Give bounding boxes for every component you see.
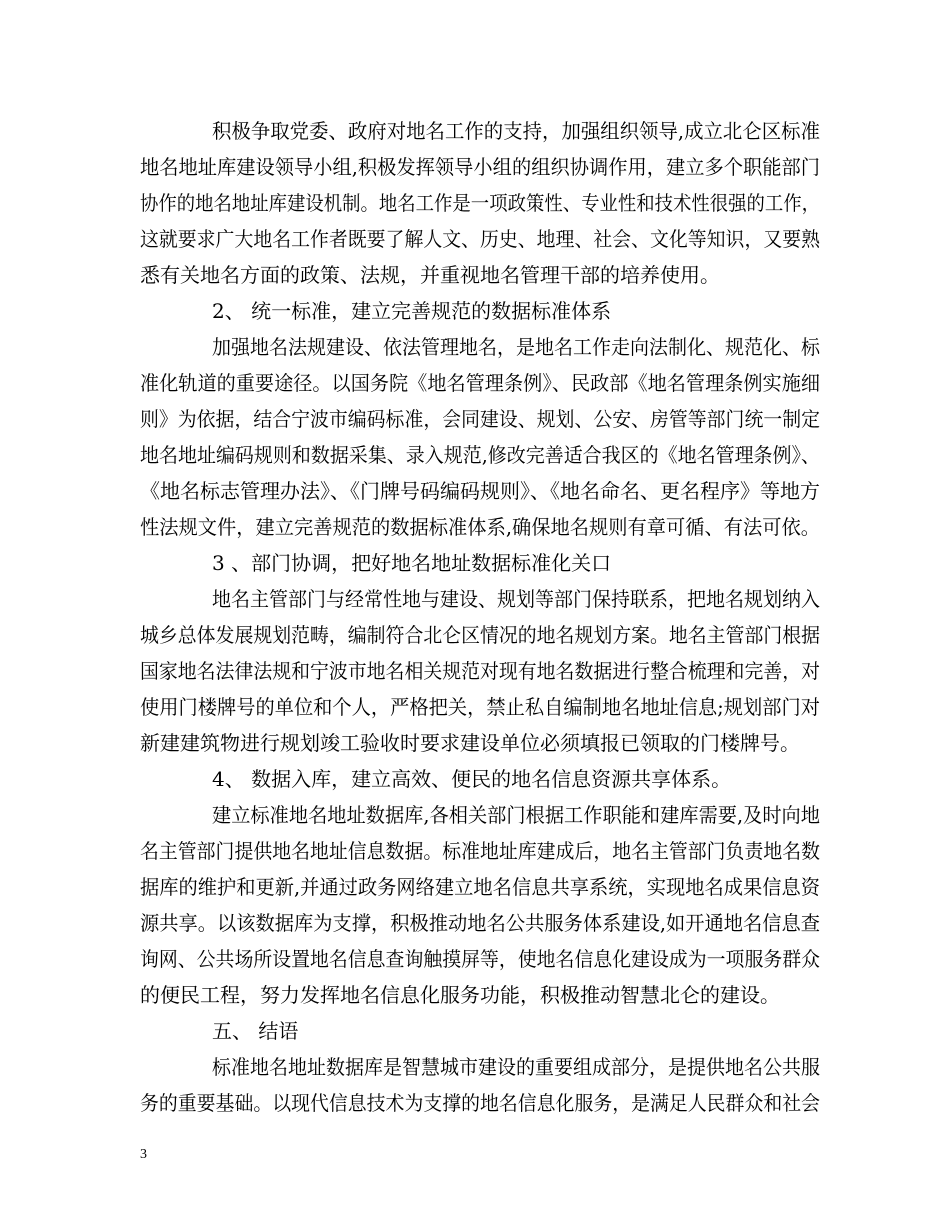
text-line: 准化轨道的重要途径。以国务院《地名管理条例》、民政部《地名管理条例实施细 — [140, 371, 820, 395]
text-line: 名主管部门提供地名地址信息数据。标准地址库建成后，地名主管部门负责地名数 — [140, 839, 820, 863]
text-line: 据库的维护和更新,并通过政务网络建立地名信息共享系统，实现地名成果信息资 — [140, 875, 820, 899]
text-line: 加强地名法规建设、依法管理地名，是地名工作走向法制化、规范化、标 — [212, 335, 820, 359]
page-number: 3 — [140, 1147, 147, 1162]
section-heading: 五、 结语 — [212, 1019, 299, 1043]
text-line: 的便民工程，努力发挥地名信息化服务功能，积极推动智慧北仑的建设。 — [140, 983, 780, 1007]
section-heading: 4、 数据入库，建立高效、便民的地名信息资源共享体系。 — [212, 767, 732, 791]
text-line: 源共享。以该数据库为支撑，积极推动地名公共服务体系建设,如开通地名信息查 — [140, 911, 820, 935]
text-line: 新建建筑物进行规划竣工验收时要求建设单位必须填报已领取的门楼牌号。 — [140, 731, 800, 755]
text-line: 悉有关地名方面的政策、法规，并重视地名管理干部的培养使用。 — [140, 263, 720, 287]
text-line: 协作的地名地址库建设机制。地名工作是一项政策性、专业性和技术性很强的工作， — [140, 191, 820, 215]
text-line: 建立标准地名地址数据库,各相关部门根据工作职能和建库需要,及时向地 — [212, 803, 820, 827]
text-line: 国家地名法律法规和宁波市地名相关规范对现有地名数据进行整合梳理和完善，对 — [140, 659, 820, 683]
text-line: 使用门楼牌号的单位和个人，严格把关，禁止私自编制地名地址信息;规划部门对 — [140, 695, 820, 719]
text-line: 地名主管部门与经常性地与建设、规划等部门保持联系，把地名规划纳入 — [212, 587, 820, 611]
text-line: 标准地名地址数据库是智慧城市建设的重要组成部分，是提供地名公共服 — [212, 1055, 820, 1079]
text-line: 城乡总体发展规划范畴，编制符合北仑区情况的地名规划方案。地名主管部门根据 — [140, 623, 820, 647]
text-line: 务的重要基础。以现代信息技术为支撑的地名信息化服务，是满足人民群众和社会 — [140, 1091, 820, 1115]
text-line: 《地名标志管理办法》、《门牌号码编码规则》、《地名命名、更名程序》等地方 — [140, 479, 820, 503]
text-line: 性法规文件，建立完善规范的数据标准体系,确保地名规则有章可循、有法可依。 — [140, 515, 820, 539]
text-line: 询网、公共场所设置地名信息查询触摸屏等，使地名信息化建设成为一项服务群众 — [140, 947, 820, 971]
section-heading: 2、 统一标准，建立完善规范的数据标准体系 — [212, 299, 612, 323]
section-heading: 3 、部门协调，把好地名地址数据标准化关口 — [212, 551, 612, 575]
text-line: 地名地址编码规则和数据采集、录入规范,修改完善适合我区的《地名管理条例》、 — [140, 443, 820, 467]
text-line: 积极争取党委、政府对地名工作的支持，加强组织领导,成立北仑区标准 — [212, 119, 820, 143]
text-line: 这就要求广大地名工作者既要了解人文、历史、地理、社会、文化等知识，又要熟 — [140, 227, 820, 251]
text-line: 则》为依据，结合宁波市编码标准，会同建设、规划、公安、房管等部门统一制定 — [140, 407, 820, 431]
text-line: 地名地址库建设领导小组,积极发挥领导小组的组织协调作用，建立多个职能部门 — [140, 155, 820, 179]
